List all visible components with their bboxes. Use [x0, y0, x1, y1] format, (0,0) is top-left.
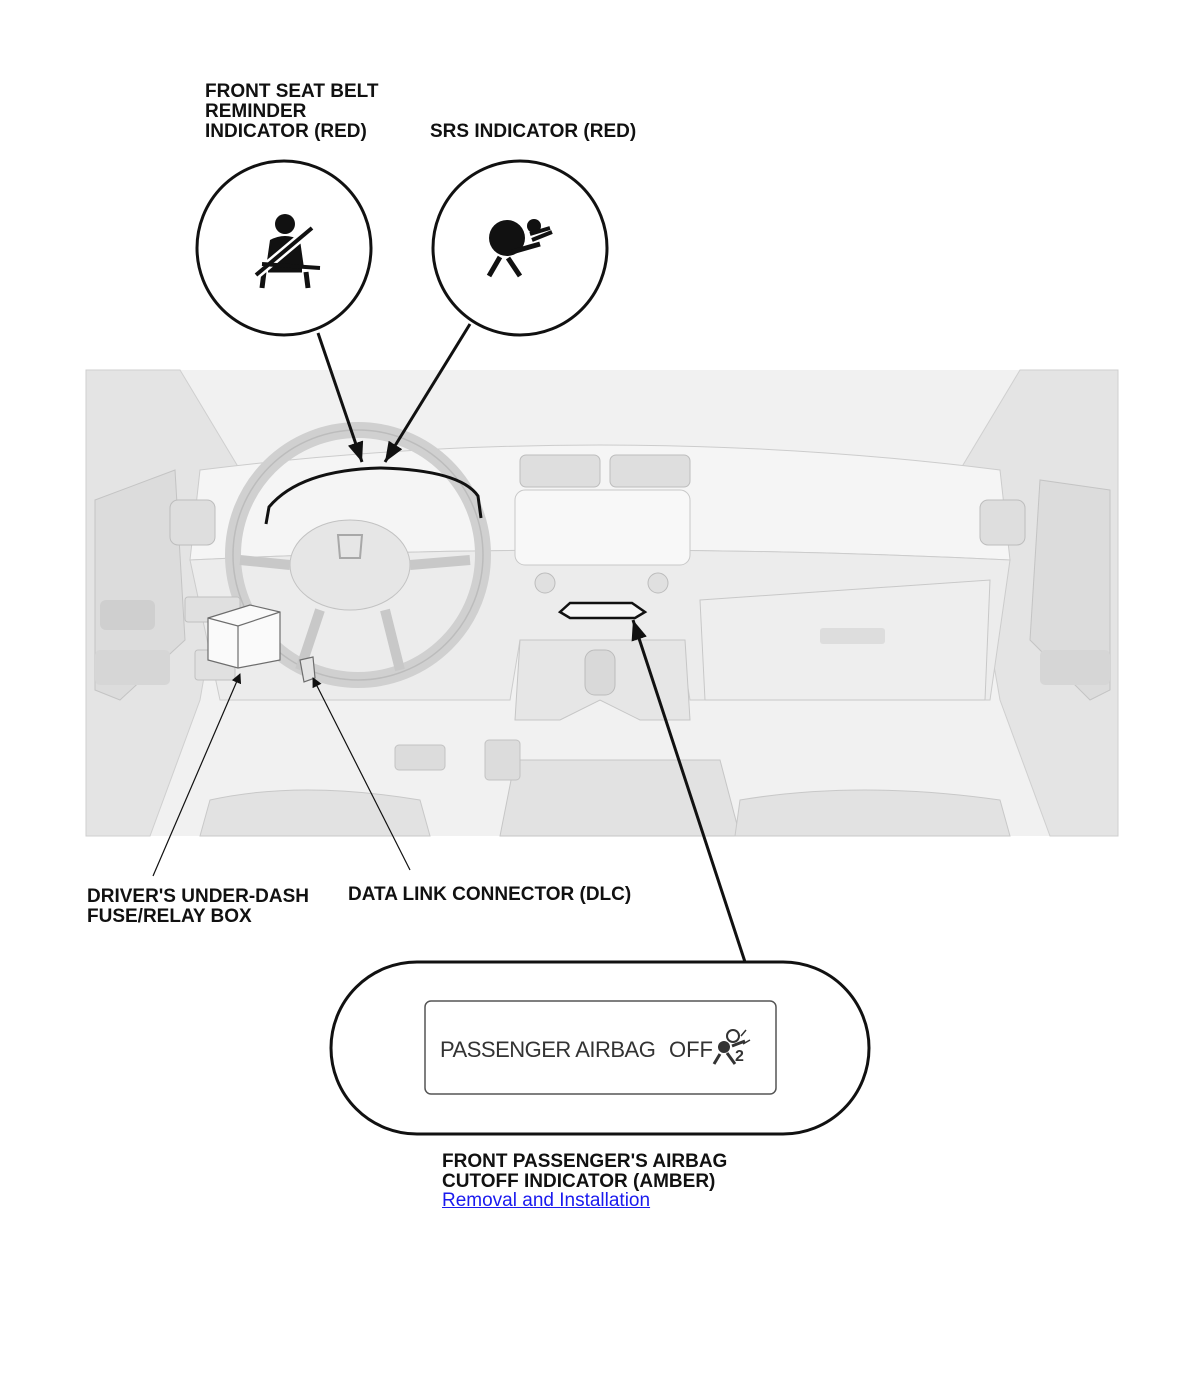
passenger-indicator-location	[560, 603, 645, 618]
fuse-relay-box-shape	[208, 605, 280, 668]
dlc-label: DATA LINK CONNECTOR (DLC)	[348, 884, 632, 905]
indicator-panel-text: PASSENGER AIRBAG	[440, 1037, 656, 1062]
indicator-seat-digit: 2	[735, 1048, 744, 1065]
indicator-off-text: OFF	[669, 1037, 713, 1062]
fuse-relay-box-label: DRIVER'S UNDER-DASH FUSE/RELAY BOX	[87, 886, 309, 927]
srs-indicator-label: SRS INDICATOR (RED)	[430, 121, 637, 142]
removal-installation-link[interactable]: Removal and Installation	[442, 1190, 651, 1211]
passenger-cutoff-label: FRONT PASSENGER'S AIRBAG CUTOFF INDICATOR (AMBER)	[442, 1151, 728, 1192]
seat-belt-indicator-label: FRONT SEAT BELT REMINDER INDICATOR (RED)	[205, 81, 379, 142]
